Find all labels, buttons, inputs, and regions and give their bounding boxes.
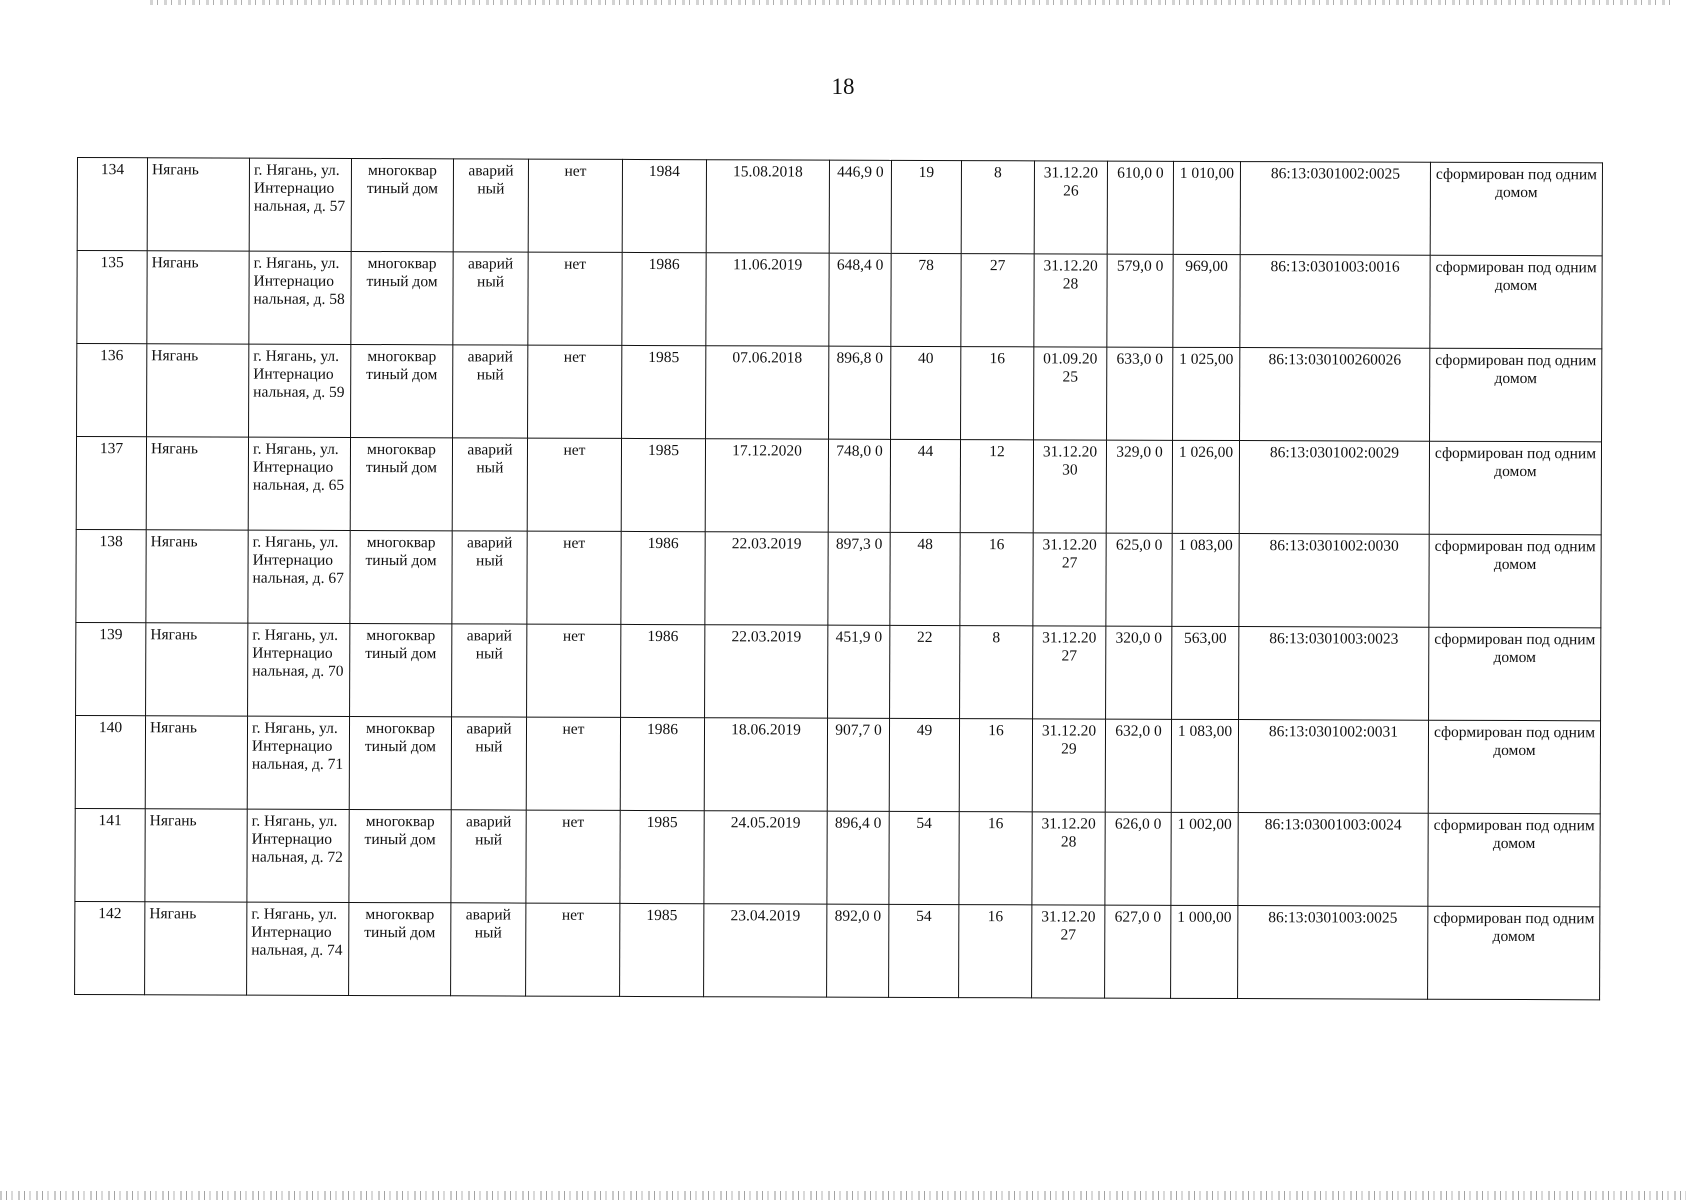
- cell-year: 1985: [622, 345, 706, 438]
- cell-land-status: сформирован под одним домом: [1429, 627, 1601, 721]
- cell-row-number: 135: [77, 251, 147, 344]
- cell-year: 1985: [620, 810, 704, 903]
- cell-area: 446,9 0: [829, 160, 891, 253]
- cell-building-type: многоквар тиный дом: [350, 623, 452, 716]
- cell-area-2: 632,0 0: [1105, 719, 1171, 812]
- cell-land-status: сформирован под одним домом: [1428, 906, 1600, 1000]
- cell-area-3: 1 002,00: [1171, 812, 1238, 905]
- table-row: [76, 437, 1601, 535]
- cell-date: 07.06.2018: [706, 346, 829, 439]
- cell-building-type: многоквар тиный дом: [349, 902, 451, 995]
- cell-date: 22.03.2019: [705, 625, 828, 718]
- cell-area-3: 1 025,00: [1173, 347, 1240, 440]
- cell-date: 15.08.2018: [706, 160, 829, 253]
- cell-condition: аварий ный: [452, 624, 527, 717]
- cell-city: Нягань: [146, 530, 248, 623]
- cell-cadastral-number: 86:13:03001003:0024: [1238, 813, 1428, 907]
- cell-row-number: 134: [77, 158, 147, 251]
- cell-condition: аварий ный: [452, 438, 527, 531]
- cell-flag: нет: [527, 438, 621, 531]
- cell-cadastral-number: 86:13:0301002:0029: [1239, 441, 1429, 535]
- scan-edge-top: [150, 0, 1676, 5]
- cell-cadastral-number: 86:13:0301002:0030: [1239, 534, 1429, 628]
- cell-area: 897,3 0: [828, 532, 890, 625]
- cell-planned-date: 01.09.20 25: [1034, 347, 1107, 440]
- cell-condition: аварий ный: [451, 717, 526, 810]
- cell-flats: 12: [960, 440, 1033, 533]
- cell-area-2: 320,0 0: [1106, 626, 1172, 719]
- cell-date: 23.04.2019: [704, 904, 827, 997]
- cell-row-number: 141: [75, 808, 145, 901]
- cell-condition: аварий ный: [451, 903, 526, 996]
- cell-flats: 16: [959, 719, 1032, 812]
- scan-edge-bottom: [0, 1191, 1686, 1200]
- cell-year: 1986: [620, 717, 704, 810]
- cell-land-status: сформирован под одним домом: [1429, 534, 1601, 628]
- cell-flag: нет: [526, 903, 620, 996]
- cell-condition: аварий ный: [453, 252, 528, 345]
- cell-flats: 16: [959, 812, 1032, 905]
- page-number: 18: [831, 74, 855, 99]
- cell-cadastral-number: 86:13:0301002:0031: [1238, 720, 1428, 814]
- cell-flats: 16: [959, 905, 1032, 998]
- cell-area-2: 329,0 0: [1106, 440, 1172, 533]
- cell-land-status: сформирован под одним домом: [1428, 720, 1600, 814]
- cell-area-3: 563,00: [1172, 626, 1239, 719]
- cell-flag: нет: [526, 717, 620, 810]
- cell-year: 1985: [620, 903, 704, 996]
- cell-flats: 16: [961, 347, 1034, 440]
- cell-row-number: 138: [76, 529, 146, 622]
- cell-residents: 40: [891, 346, 961, 439]
- cell-year: 1986: [622, 252, 706, 345]
- table-row: [75, 901, 1600, 999]
- cell-area-3: 1 083,00: [1172, 533, 1239, 626]
- cell-area-2: 625,0 0: [1106, 533, 1172, 626]
- table-row: [76, 529, 1601, 627]
- table-row: [77, 158, 1602, 256]
- cell-planned-date: 31.12.20 26: [1034, 161, 1107, 254]
- cell-residents: 54: [889, 904, 959, 997]
- cell-address: г. Нягань, ул. Интернацио нальная, д. 59: [249, 344, 351, 437]
- cell-building-type: многоквар тиный дом: [351, 344, 453, 437]
- cell-area-2: 579,0 0: [1107, 254, 1173, 347]
- cell-residents: 44: [890, 439, 960, 532]
- cell-residents: 22: [890, 625, 960, 718]
- table-row: [75, 808, 1600, 906]
- cell-condition: аварий ный: [451, 810, 526, 903]
- cell-planned-date: 31.12.20 27: [1033, 626, 1106, 719]
- cell-row-number: 142: [75, 901, 145, 994]
- cell-address: г. Нягань, ул. Интернацио нальная, д. 71: [247, 716, 349, 809]
- cell-address: г. Нягань, ул. Интернацио нальная, д. 57: [249, 158, 351, 251]
- cell-row-number: 137: [76, 437, 146, 530]
- cell-city: Нягань: [145, 902, 247, 995]
- cell-flag: нет: [526, 810, 620, 903]
- cell-city: Нягань: [146, 623, 248, 716]
- table-row: [77, 251, 1602, 349]
- cell-city: Нягань: [147, 344, 249, 437]
- cell-cadastral-number: 86:13:0301003:0023: [1239, 627, 1429, 721]
- housing-registry-table: [74, 157, 1603, 1000]
- cell-area-3: 1 026,00: [1172, 440, 1239, 533]
- cell-flag: нет: [527, 624, 621, 717]
- cell-area: 907,7 0: [827, 718, 889, 811]
- cell-cadastral-number: 86:13:0301002:0025: [1240, 162, 1430, 256]
- cell-address: г. Нягань, ул. Интернацио нальная, д. 58: [249, 251, 351, 344]
- cell-date: 11.06.2019: [706, 253, 829, 346]
- cell-address: г. Нягань, ул. Интернацио нальная, д. 67: [248, 530, 350, 623]
- cell-date: 24.05.2019: [704, 811, 827, 904]
- cell-area-2: 610,0 0: [1107, 161, 1173, 254]
- cell-residents: 49: [889, 718, 959, 811]
- cell-area-2: 627,0 0: [1105, 905, 1171, 998]
- cell-building-type: многоквар тиный дом: [351, 251, 453, 344]
- cell-year: 1985: [621, 438, 705, 531]
- cell-flag: нет: [528, 345, 622, 438]
- cell-area: 892,0 0: [827, 904, 889, 997]
- cell-planned-date: 31.12.20 29: [1032, 719, 1105, 812]
- cell-land-status: сформирован под одним домом: [1430, 348, 1602, 442]
- cell-area-3: 1 010,00: [1173, 161, 1240, 254]
- cell-city: Нягань: [146, 437, 248, 530]
- cell-cadastral-number: 86:13:0301003:0016: [1240, 255, 1430, 349]
- cell-planned-date: 31.12.20 28: [1032, 812, 1105, 905]
- cell-area-2: 633,0 0: [1107, 347, 1173, 440]
- cell-residents: 48: [890, 532, 960, 625]
- cell-planned-date: 31.12.20 28: [1034, 254, 1107, 347]
- cell-year: 1986: [621, 624, 705, 717]
- cell-flag: нет: [527, 531, 621, 624]
- cell-building-type: многоквар тиный дом: [351, 158, 453, 251]
- cell-flag: нет: [528, 159, 622, 252]
- cell-condition: аварий ный: [453, 345, 528, 438]
- cell-flats: 8: [960, 626, 1033, 719]
- cell-flats: 16: [960, 533, 1033, 626]
- cell-city: Нягань: [145, 809, 247, 902]
- cell-building-type: многоквар тиный дом: [349, 716, 451, 809]
- cell-city: Нягань: [147, 251, 249, 344]
- cell-date: 17.12.2020: [705, 439, 828, 532]
- cell-address: г. Нягань, ул. Интернацио нальная, д. 70: [248, 623, 350, 716]
- cell-land-status: сформирован под одним домом: [1430, 255, 1602, 349]
- cell-residents: 54: [889, 811, 959, 904]
- table-row: [75, 715, 1600, 813]
- cell-building-type: многоквар тиный дом: [349, 809, 451, 902]
- cell-row-number: 139: [76, 622, 146, 715]
- cell-land-status: сформирован под одним домом: [1428, 813, 1600, 907]
- cell-area: 648,4 0: [829, 253, 891, 346]
- cell-planned-date: 31.12.20 27: [1033, 533, 1106, 626]
- cell-area-3: 1 000,00: [1171, 905, 1238, 998]
- cell-condition: аварий ный: [453, 159, 528, 252]
- cell-building-type: многоквар тиный дом: [350, 530, 452, 623]
- cell-area: 451,9 0: [828, 625, 890, 718]
- cell-flats: 8: [961, 161, 1034, 254]
- cell-area-3: 969,00: [1173, 254, 1240, 347]
- cell-planned-date: 31.12.20 27: [1032, 905, 1105, 998]
- cell-area: 896,4 0: [827, 811, 889, 904]
- table-row: [76, 622, 1601, 720]
- cell-area-2: 626,0 0: [1105, 812, 1171, 905]
- cell-flats: 27: [961, 254, 1034, 347]
- cell-planned-date: 31.12.20 30: [1033, 440, 1106, 533]
- cell-land-status: сформирован под одним домом: [1430, 162, 1602, 256]
- cell-flag: нет: [528, 252, 622, 345]
- cell-row-number: 136: [77, 344, 147, 437]
- cell-cadastral-number: 86:13:0301003:0025: [1238, 906, 1428, 1000]
- cell-year: 1986: [621, 531, 705, 624]
- cell-year: 1984: [622, 159, 706, 252]
- cell-address: г. Нягань, ул. Интернацио нальная, д. 72: [247, 809, 349, 902]
- cell-area: 748,0 0: [828, 439, 890, 532]
- cell-land-status: сформирован под одним домом: [1429, 441, 1601, 535]
- table-row: [77, 344, 1602, 442]
- cell-area-3: 1 083,00: [1171, 719, 1238, 812]
- cell-date: 22.03.2019: [705, 532, 828, 625]
- cell-city: Нягань: [145, 716, 247, 809]
- cell-residents: 78: [891, 253, 961, 346]
- cell-building-type: многоквар тиный дом: [350, 437, 452, 530]
- cell-row-number: 140: [75, 715, 145, 808]
- cell-date: 18.06.2019: [704, 718, 827, 811]
- cell-residents: 19: [891, 160, 961, 253]
- cell-condition: аварий ный: [452, 531, 527, 624]
- cell-cadastral-number: 86:13:030100260026: [1240, 348, 1430, 442]
- cell-area: 896,8 0: [829, 346, 891, 439]
- cell-address: г. Нягань, ул. Интернацио нальная, д. 74: [247, 902, 349, 995]
- cell-address: г. Нягань, ул. Интернацио нальная, д. 65: [248, 437, 350, 530]
- cell-city: Нягань: [147, 158, 249, 251]
